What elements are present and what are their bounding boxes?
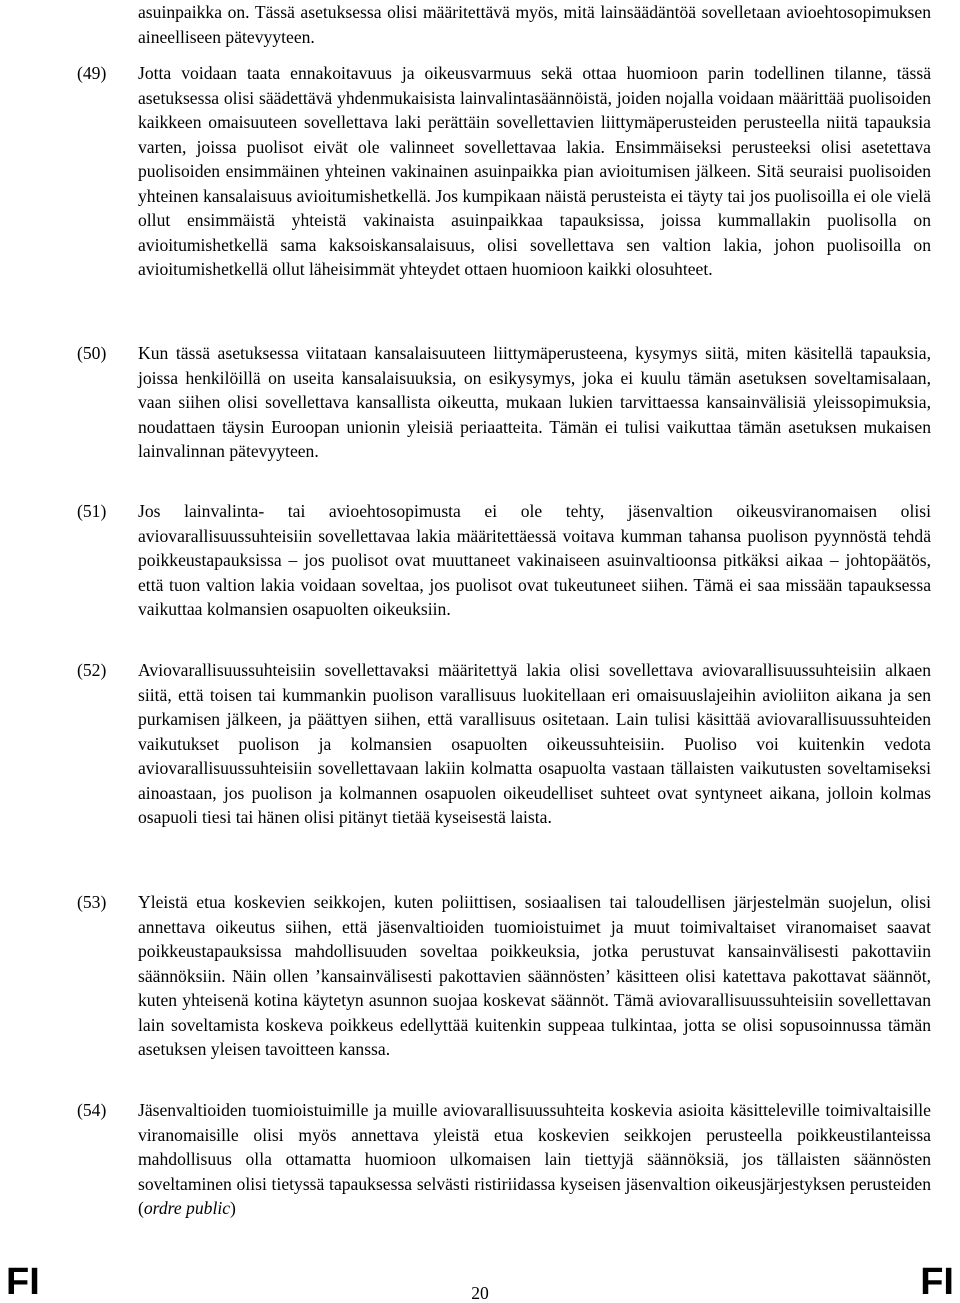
footer-language-label-left: FI (6, 1261, 40, 1303)
recital-number: (54) (77, 1100, 107, 1120)
lead-paragraph-text: asuinpaikka on. Tässä asetuksessa olisi määritettävä myös, mitä lainsäädäntöä sovelletaan avioehtosopimuksen aineelliseen pätevyyteen. (138, 2, 931, 47)
recital-number: (50) (77, 343, 107, 363)
page-number: 20 (471, 1283, 489, 1303)
recital-number: (53) (77, 892, 107, 912)
recital-text: Aviovarallisuussuhteisiin sovellettavaksi määritettyä lakia olisi sovellettava aviovarallisuussuhteisiin alkaen siitä, että toisen tai kummankin puolison varallisuus luokitellaan eri omaisuuslajeihin avioliiton aikana ja sen purkamisen jälkeen, ja päättyen siihen, että varallisuus ositetaan. Lain tulisi käsittää aviovarallisuussuhteiden vaikutukset puolison ja kolmansien osapuolten oikeussuhteisiin. Puoliso voi kuitenkin vedota aviovarallisuussuhteisiin sovellettavaan lakiin kolmatta osapuolta vastaan tällaisten vaikutusten soveltamiseksi ainoastaan, jos puolison ja kolmannen osapuolen oikeudelliset suhteet ovat syntyneet aikana, jolloin kolmas osapuoli tiesi tai hänen olisi pitänyt tietää kyseisestä laista. (138, 660, 931, 827)
recital-text (138, 1098, 931, 1221)
recital-number: (51) (77, 501, 107, 521)
recital-text-part: Jäsenvaltioiden tuomioistuimille ja muille aviovarallisuussuhteita koskevia asioita käsitteleville toimivaltaisille viranomaisille olisi myös annettava yleistä etua koskevien seikkojen perusteella poikkeustilanteissa mahdollisuus olla ottamatta huomioon ulkomaisen lain tiettyjä säännöksiä, jos tällaisten säännösten soveltaminen olisi tietyssä tapauksessa selvästi ristiriidassa kyseisen jäsenvaltion oikeusjärjestyksen perusteiden ( (138, 1100, 931, 1218)
footer-language-label-right: FI (920, 1261, 954, 1303)
recital-text: Kun tässä asetuksessa viitataan kansalaisuuteen liittymäperusteena, kysymys siitä, miten käsitellä tapauksia, joissa henkilöillä on useita kansalaisuuksia, on esikysymys, joka ei kuulu tämän asetuksen soveltamisalaan, vaan siihen olisi sovellettava kansallista oikeutta, mukaan lukien tarvittaessa kansainvälisiä yleissopimuksia, noudattaen täysin Euroopan unionin yleisiä periaatteita. Tämän ei tulisi vaikuttaa tämän asetuksen mukaisen lainvalinnan pätevyyteen. (138, 343, 931, 461)
recital-text-part: ) (230, 1198, 236, 1218)
recital-text: Yleistä etua koskevien seikkojen, kuten poliittisen, sosiaalisen tai taloudellisen järjestelmän suojelun, olisi annettava oikeutus siihen, että jäsenvaltioiden tuomioistuimet ja muut toimivaltaiset viranomaiset saavat poikkeustapauksissa mahdollisuuden soveltaa poikkeuksia, jotka perustuvat kansainvälisesti pakottaviin säännöksiin. Näin ollen ’kansainvälisesti pakottavien säännösten’ käsitteen olisi katettava pakottavat säännöt, kuten yhteisenä kotina käytetyn asunnon suojaa koskevat säännöt. Tämä aviovarallisuussuhteisiin sovellettavan lain soveltamista koskeva poikkeus edellyttää kuitenkin suppeaa tulkintaa, jotta se olisi sopusoinnussa tämän asetuksen yleisen tavoitteen kanssa. (138, 892, 931, 1059)
recital-text-italic: ordre public (143, 1198, 231, 1218)
recital-number: (49) (77, 63, 107, 83)
recital-number: (52) (77, 660, 107, 680)
recital-text: Jos lainvalinta- tai avioehtosopimusta ei ole tehty, jäsenvaltion oikeusviranomaisen olisi aviovarallisuussuhteisiin sovellettavaa lakia määritettäessä voitava kumman tahansa puolison pyynnöstä tehdä poikkeustapauksissa – jos puolisot ovat muuttaneet vakinaiseen asuinvaltioonsa pitkäksi aikaa – johtopäätös, että tuon valtion lakia voidaan soveltaa, jos puolisot ovat tukeutuneet siihen. Tämä ei saa missään tapauksessa vaikuttaa kolmansien osapuolten oikeuksiin. (138, 501, 931, 619)
recital-text: Jotta voidaan taata ennakoitavuus ja oikeusvarmuus sekä ottaa huomioon parin todellinen tilanne, tässä asetuksessa olisi säädettävä yhdenmukaisista lainvalintasäännöistä, joiden nojalla voidaan määrittää puolisoiden kaikkeen omaisuuteen sovellettava laki perättäin sovellettavien liittymäperusteiden perusteella niitä tapauksia varten, joissa puolisot eivät ole valinneet sovellettavaa lakia. Ensimmäiseksi perusteeksi olisi asetettava puolisoiden ensimmäinen yhteinen vakinainen asuinpaikka pian avioitumisen jälkeen. Sitä seuraisi puolisoiden yhteinen kansalaisuus avioitumishetkellä. Jos kumpikaan näistä perusteista ei täyty tai jos puolisoilla ei ole vielä ollut ensimmäistä yhteistä vakinaista asuinpaikkaa tapauksissa, joissa kummallakin puolisolla on avioitumishetkellä sama kaksoiskansalaisuus, olisi sovellettava sen valtion lakia, johon puolisoilla on avioitumishetkellä ollut läheisimmät yhteydet ottaen huomioon kaikki olosuhteet. (138, 63, 931, 279)
